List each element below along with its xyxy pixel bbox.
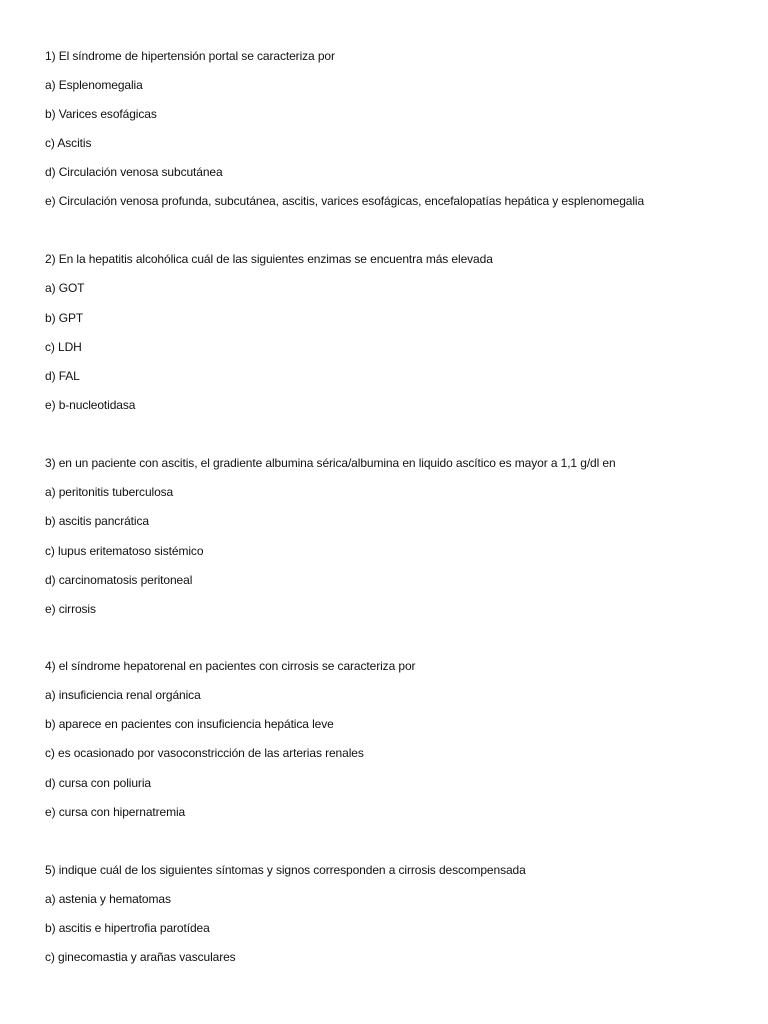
question-2-option-d: d) FAL [45, 369, 80, 383]
question-3-option-d: d) carcinomatosis peritoneal [45, 573, 193, 587]
question-4-option-c: c) es ocasionado por vasoconstricción de las arterias renales [45, 746, 364, 760]
question-1-prompt: 1) El síndrome de hipertensión portal se caracteriza por [45, 49, 335, 63]
question-3-option-e: e) cirrosis [45, 602, 96, 616]
question-1-option-d: d) Circulación venosa subcutánea [45, 165, 223, 179]
question-5-option-a: a) astenia y hematomas [45, 892, 171, 906]
question-2-option-a: a) GOT [45, 281, 85, 295]
question-1-option-c: c) Ascitis [45, 136, 92, 150]
question-2-option-b: b) GPT [45, 311, 84, 325]
question-4-option-a: a) insuficiencia renal orgánica [45, 688, 201, 702]
question-3-option-b: b) ascitis pancrática [45, 514, 149, 528]
question-4-option-b: b) aparece en pacientes con insuficiencia hepática leve [45, 717, 334, 731]
question-3-option-a: a) peritonitis tuberculosa [45, 485, 174, 499]
question-5-prompt: 5) indique cuál de los siguientes síntomas y signos corresponden a cirrosis descompensada [45, 863, 526, 877]
question-1-option-a: a) Esplenomegalia [45, 78, 143, 92]
question-4-option-d: d) cursa con poliuria [45, 776, 151, 790]
question-2-prompt: 2) En la hepatitis alcohólica cuál de las siguientes enzimas se encuentra más elevada [45, 252, 493, 266]
question-1-option-b: b) Varices esofágicas [45, 107, 157, 121]
question-2-option-e: e) b-nucleotidasa [45, 398, 136, 412]
question-3-prompt: 3) en un paciente con ascitis, el gradiente albumina sérica/albumina en liquido ascítico es mayor a 1,1 g/dl en [45, 456, 616, 470]
question-2-option-c: c) LDH [45, 340, 82, 354]
question-4-prompt: 4) el síndrome hepatorenal en pacientes con cirrosis se caracteriza por [45, 659, 416, 673]
question-3-option-c: c) lupus eritematoso sistémico [45, 544, 204, 558]
question-5-option-c: c) ginecomastia y arañas vasculares [45, 950, 236, 964]
question-1-option-e: e) Circulación venosa profunda, subcutánea, ascitis, varices esofágicas, encefalopatías hepática y esplenomegalia [45, 194, 645, 208]
question-4-option-e: e) cursa con hipernatremia [45, 805, 186, 819]
question-5-option-b: b) ascitis e hipertrofia parotídea [45, 921, 210, 935]
